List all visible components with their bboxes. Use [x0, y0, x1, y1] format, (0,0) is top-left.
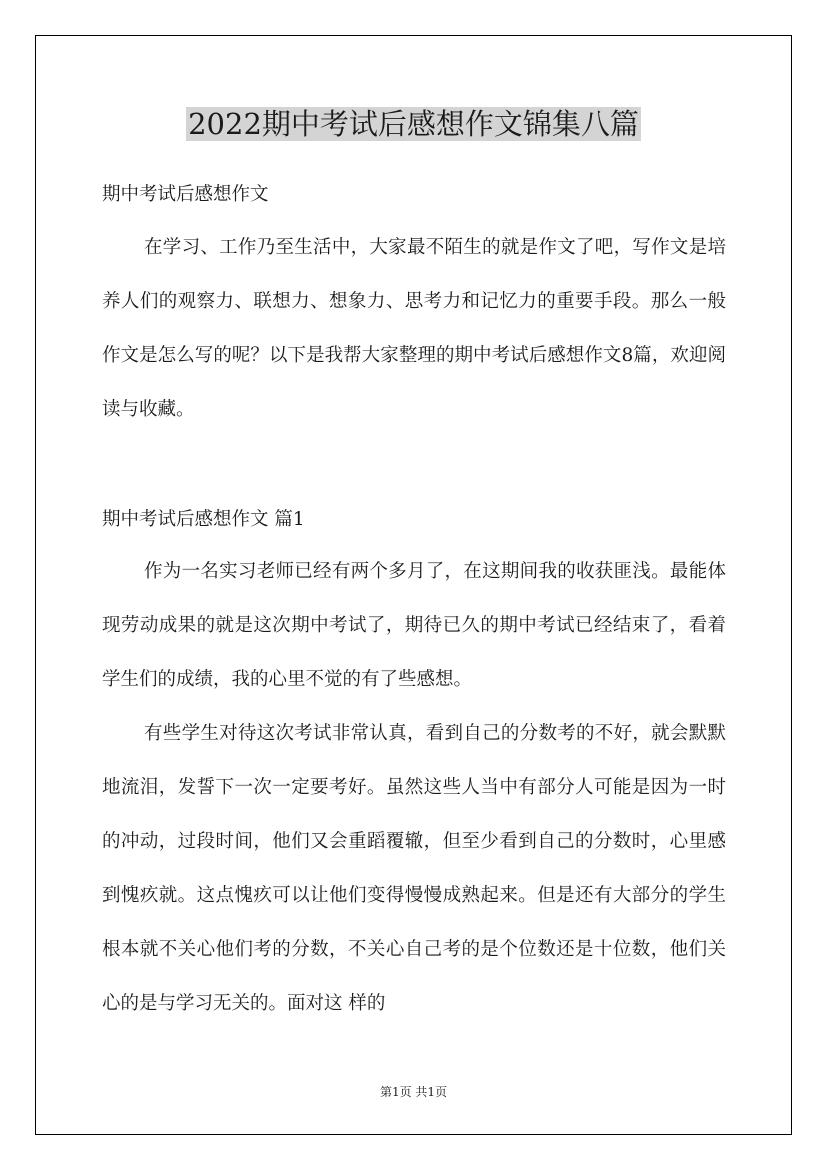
page-footer: 第1页 共1页: [379, 1085, 448, 1099]
article-paragraph-1: 作为一名实习老师已经有两个多月了，在这期间我的收获匪浅。最能体现劳动成果的就是这次期中考试了，期待已久的期中考试已经结束了，看着学生们的成绩，我的心里不觉的有了些感想。: [102, 561, 726, 690]
document-title: [0, 96, 827, 152]
intro-paragraph: 在学习、工作乃至生活中，大家最不陌生的就是作文了吧，写作文是培养人们的观察力、联想力、想象力、思考力和记忆力的重要手段。那么一般作文是怎么写的呢？以下是我帮大家整理的期中考试后感想作文8篇，欢迎阅读与收藏。: [102, 237, 726, 420]
article-heading: 期中考试后感想作文 篇1: [102, 509, 305, 530]
document-title-text: 2022期中考试后感想作文锦集八篇: [188, 107, 639, 141]
article-paragraph-2: 有些学生对待这次考试非常认真，看到自己的分数考的不好，就会默默地流泪，发誓下一次一定要考好。虽然这些人当中有部分人可能是因为一时的冲动，过段时间，他们又会重蹈覆辙，但至少看到自己的分数时，心里感到愧疚就。这点愧疚可以让他们变得慢慢成熟起来。但是还有大部分的学生根本就不关心他们考的分数，不关心自己考的是个位数还是十位数，他们关心的是与学习无关的。面对这 样的: [102, 723, 726, 1014]
section-heading: 期中考试后感想作文: [102, 184, 269, 205]
